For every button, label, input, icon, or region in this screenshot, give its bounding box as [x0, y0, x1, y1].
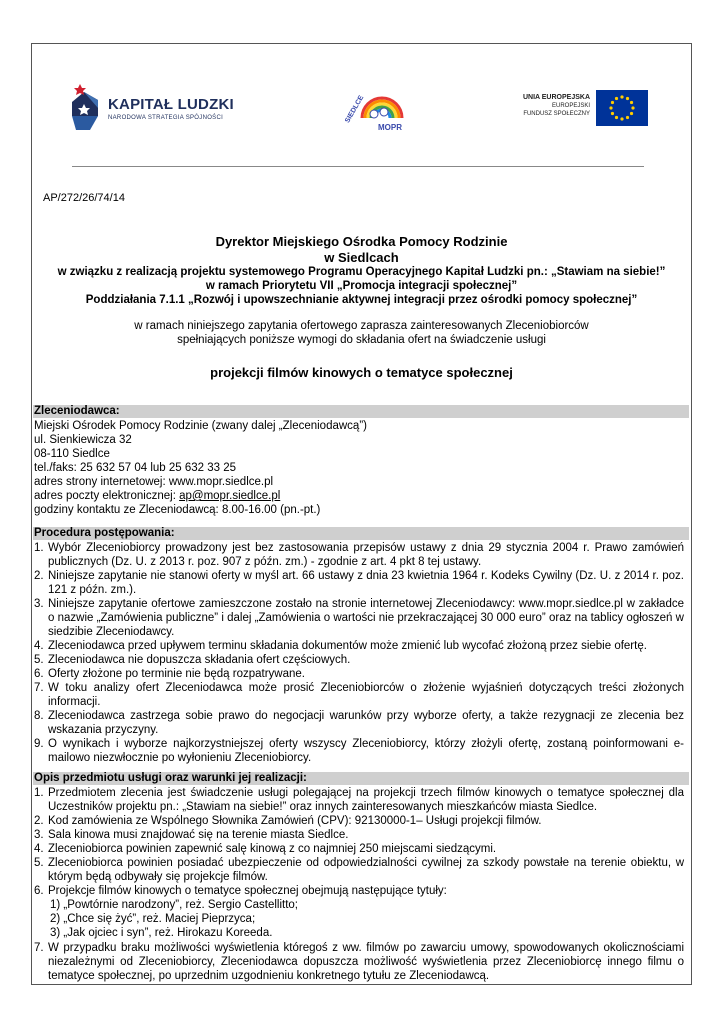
list-item — [34, 842, 684, 856]
mopr-label: MOPR — [378, 123, 402, 132]
reference-number: AP/272/26/74/14 — [43, 192, 125, 204]
list-item — [34, 828, 684, 842]
list-number: 5. — [34, 654, 44, 666]
eu-star-icon — [615, 116, 618, 119]
list-text: W przypadku braku możliwości wyświetlenia któregoś z ww. filmów po zawarciu umowy, spowodowanych okolicznościami niezależnymi od Zleceniobiorcy, Zleceniodawca dopuszcza możliwość wyświetlenia przez Zleceniobiorcę innego filmu o tematyce społecznej, po uprzednim uzgodnieniu konkretnego tytułu ze Zleceniodawcą. — [48, 942, 684, 983]
list-text: Sala kinowa musi znajdować się na terenie miasta Siedlce. — [48, 829, 349, 841]
list-text: Kod zamówienia ze Wspólnego Słownika Zamówień (CPV): 92130000-1– Usługi projekcji filmów. — [48, 815, 542, 827]
kapital-ludzki-mark-icon — [70, 82, 100, 132]
section-heading-procedure: Procedura postępowania: — [33, 527, 689, 540]
ordering-line: ul. Sienkiewicza 32 — [34, 434, 132, 446]
ordering-line: adres strony internetowej: www.mopr.siedlce.pl — [34, 476, 274, 488]
eu-star-icon — [615, 97, 618, 100]
eu-line-2: EUROPEJSKI — [551, 103, 590, 109]
mopr-logo — [340, 88, 410, 134]
title-line-1: Dyrektor Miejskiego Ośrodka Pomocy Rodzinie — [215, 234, 508, 249]
list-number: 4. — [34, 843, 44, 855]
list-text: O wynikach i wyborze najkorzystniejszej oferty wszyscy Zleceniobiorcy, którzy złożyli ofertę, zostaną poinformowani e-mailowo niezwłocznie po wyłonieniu Zleceniobiorcy. — [48, 738, 684, 765]
list-item — [34, 737, 684, 765]
section-heading-description: Opis przedmiotu usługi oraz warunki jej realizacji: — [33, 772, 689, 785]
intro-line-2: spełniających poniższe wymogi do składania ofert na świadczenie usługi — [177, 334, 546, 346]
list-number: 3. — [34, 598, 44, 610]
list-item — [34, 667, 684, 681]
eu-line-3: FUNDUSZ SPOŁECZNY — [523, 111, 590, 117]
list-text: Zleceniodawca zastrzega sobie prawo do negocjacji warunków przy wyborze oferty, a także rezygnacji ze zlecenia bez wskazania przyczyny. — [48, 710, 684, 737]
ordering-line: Miejski Ośrodek Pomocy Rodzinie (zwany dalej „Zleceniodawcą”) — [34, 420, 367, 432]
list-number: 3. — [34, 829, 44, 841]
eu-star-icon — [630, 112, 633, 115]
kapital-ludzki-subtitle: NARODOWA STRATEGIA SPÓJNOŚCI — [108, 115, 224, 121]
mopr-arc-text: SIEDLCE — [344, 94, 366, 125]
eu-star-icon — [611, 112, 614, 115]
header-divider — [72, 166, 644, 167]
eu-star-icon — [611, 101, 614, 104]
list-text: Oferty złożone po terminie nie będą rozpatrywane. — [48, 668, 305, 680]
eu-flag-icon — [596, 90, 648, 126]
ordering-email-line — [34, 489, 684, 503]
list-number: 6. — [34, 885, 44, 897]
email-prefix: adres poczty elektronicznej: — [34, 490, 180, 502]
kapital-ludzki-logo — [70, 82, 240, 136]
title-line-3: w związku z realizacją projektu systemowego Programu Operacyjnego Kapitał Ludzki pn.: „Stawiam na siebie!” — [57, 266, 666, 278]
title-line-5: Poddziałania 7.1.1 „Rozwój i upowszechnianie aktywnej integracji przez ośrodki pomocy społecznej” — [85, 294, 638, 306]
list-item — [34, 681, 684, 709]
list-item — [34, 814, 684, 828]
list-text: Niniejsze zapytanie nie stanowi oferty w myśl art. 66 ustawy z dnia 23 kwietnia 1964 r. Kodeks Cywilny (Dz. U. z 2014 r. poz. 121 z późn. zm.). — [48, 570, 684, 597]
eu-logo-text — [523, 94, 590, 118]
list-item — [34, 856, 684, 884]
section-heading-ordering: Zleceniodawca: — [33, 405, 689, 418]
eu-logo — [508, 90, 648, 130]
list-number: 4. — [34, 640, 44, 652]
eu-star-icon — [631, 106, 634, 109]
list-text: Wybór Zleceniobiorcy prowadzony jest bez zastosowania przepisów ustawy z dnia 29 stycznia 2004 r. Prawo zamówień publicznych (Dz. U. z 2013 r. poz. 907 z późn. zm.) - zgodnie z art. 4 pkt 8 tej ustawy. — [48, 542, 684, 569]
list-text: Projekcje filmów kinowych o tematyce społecznej obejmują następujące tytuły: — [48, 885, 447, 897]
service-title: projekcji filmów kinowych o tematyce społecznej — [210, 365, 513, 380]
eu-line-1: UNIA EUROPEJSKA — [522, 94, 590, 101]
list-text: Zleceniodawca nie dopuszcza składania ofert częściowych. — [48, 654, 351, 666]
list-item — [34, 786, 684, 814]
list-number: 2. — [34, 815, 44, 827]
ordering-line: tel./faks: 25 632 57 04 lub 25 632 33 25 — [34, 462, 237, 474]
list-item — [34, 639, 684, 653]
list-text: W toku analizy ofert Zleceniodawca może prosić Zleceniobiorców o złożenie wyjaśnień dotyczących treści złożonych informacji. — [48, 682, 684, 709]
ordering-hours: godziny kontaktu ze Zleceniodawcą: 8.00-16.00 (pn.-pt.) — [34, 504, 321, 516]
eu-star-icon — [626, 116, 629, 119]
eu-star-icon — [620, 117, 623, 120]
eu-star-icon — [620, 95, 623, 98]
list-item — [34, 541, 684, 569]
ordering-line: 08-110 Siedlce — [34, 448, 110, 460]
kapital-ludzki-title: KAPITAŁ LUDZKI — [108, 96, 234, 113]
list-text: Zleceniobiorca powinien posiadać ubezpieczenie od odpowiedzialności cywilnej za szkody powstałe na terenie obiektu, w którym będą odbywały się projekcje filmów. — [48, 857, 684, 884]
list-item — [34, 884, 684, 898]
header-logos — [36, 78, 646, 138]
list-number: 7. — [34, 682, 44, 694]
list-item — [34, 597, 684, 639]
film-item: 1) „Powtórnie narodzony”, reż. Sergio Castellitto; — [50, 899, 298, 911]
list-number: 7. — [34, 942, 44, 954]
list-number: 2. — [34, 570, 44, 582]
list-item — [34, 941, 684, 983]
list-number: 9. — [34, 738, 44, 750]
ordering-details — [34, 419, 684, 517]
eu-star-icon — [630, 101, 633, 104]
email-link[interactable]: ap@mopr.siedlce.pl — [179, 490, 281, 502]
film-item: 2) „Chce się żyć”, reż. Maciej Pieprzyca; — [50, 913, 256, 925]
list-number: 5. — [34, 857, 44, 869]
eu-star-icon — [626, 97, 629, 100]
list-number: 1. — [34, 787, 44, 799]
film-item: 3) „Jak ojciec i syn”, reż. Hirokazu Koreeda. — [50, 927, 273, 939]
list-text: Przedmiotem zlecenia jest świadczenie usługi polegającej na projekcji trzech filmów kinowych o tematyce społecznej dla Uczestników projektu pn.: „Stawiam na siebie!” oraz innych zainteresowanych mieszkańców miasta Siedlce. — [48, 787, 684, 814]
title-line-2: w Siedlcach — [324, 250, 399, 265]
list-text: Zleceniobiorca powinien zapewnić salę kinową z co najmniej 250 miejscami siedzącymi. — [48, 843, 497, 855]
list-item — [34, 709, 684, 737]
list-item — [34, 569, 684, 597]
list-number: 1. — [34, 542, 44, 554]
list-number: 8. — [34, 710, 44, 722]
eu-star-icon — [609, 106, 612, 109]
list-number: 6. — [34, 668, 44, 680]
intro-line-1: w ramach niniejszego zapytania ofertowego zaprasza zainteresowanych Zleceniobiorców — [134, 320, 589, 332]
list-item — [34, 653, 684, 667]
title-line-4: w ramach Priorytetu VII „Promocja integracji społecznej” — [205, 280, 518, 292]
list-text: Zleceniodawca przed upływem terminu składania dokumentów może zmienić lub wycofać złożoną przez siebie ofertę. — [48, 640, 647, 652]
list-text: Niniejsze zapytanie ofertowe zamieszczone zostało na stronie internetowej Zleceniodawcy: www.mopr.siedlce.pl w zakładce o nazwie „Zamówienia publiczne” i dalej „Zamówienia o wartości nie przekraczającej 30 000 euro” oraz na tablicy ogłoszeń w siedzibie Zleceniodawcy. — [48, 598, 684, 639]
